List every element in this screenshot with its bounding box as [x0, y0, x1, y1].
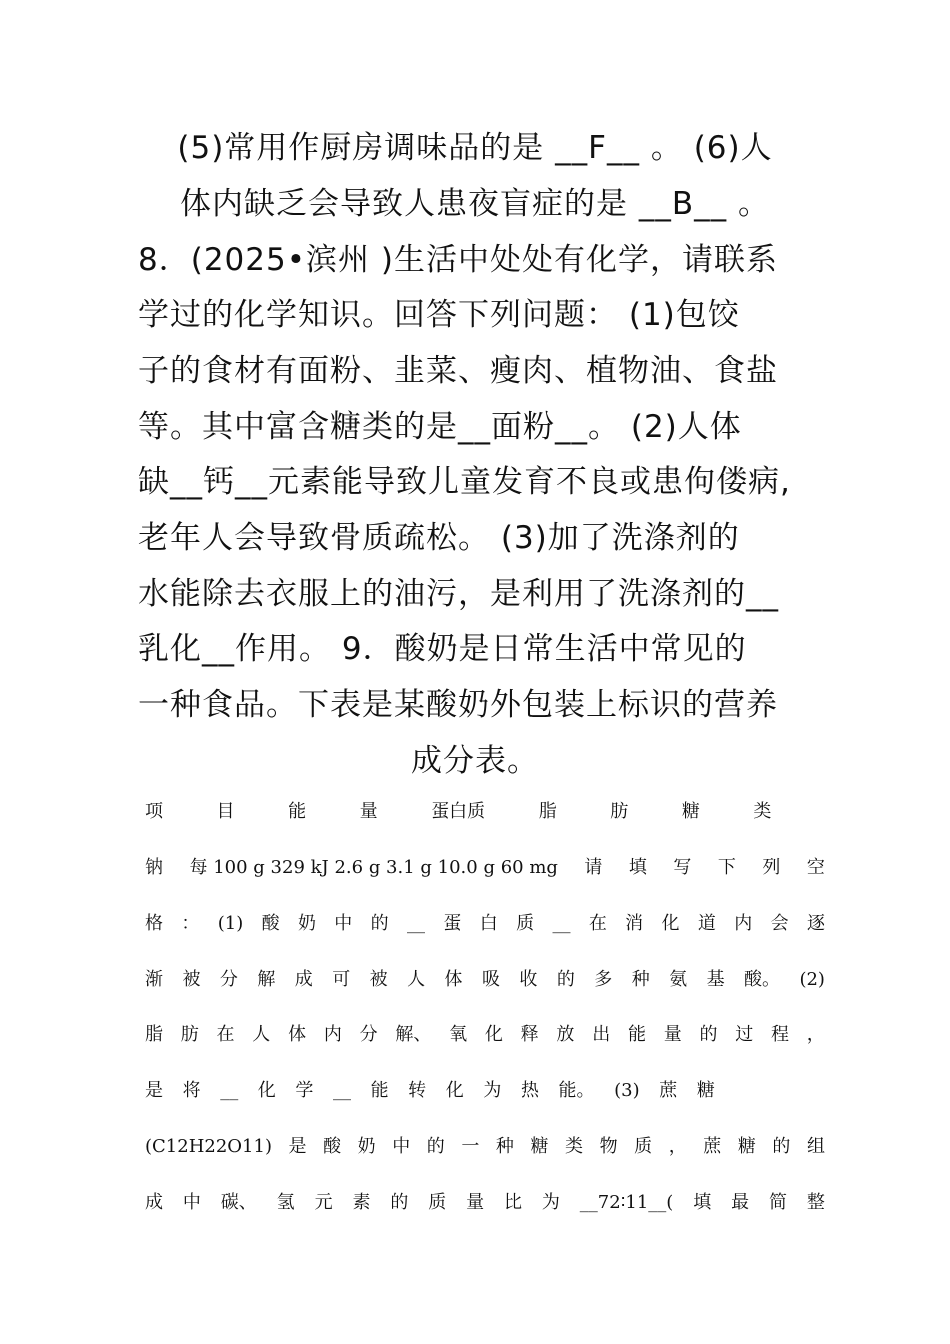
- text-token: 解、: [395, 1024, 432, 1045]
- text-token: 质: [634, 1136, 653, 1157]
- text-token: 奶: [297, 913, 316, 934]
- text-token: 学: [295, 1080, 314, 1101]
- paragraph-line-3: 8．(2025•滨州 )生活中处处有化学，请联系: [138, 242, 778, 278]
- question-line-5: [145, 1134, 825, 1160]
- text-token: 钠: [145, 857, 163, 878]
- paragraph-line-1: (5)常用作厨房调味品的是 __F__ 。 (6)人: [177, 130, 773, 166]
- text-token: 化: [445, 1080, 464, 1101]
- text-token: 过: [735, 1024, 754, 1045]
- text-token: __: [220, 1080, 239, 1101]
- text-token: 的: [426, 1136, 445, 1157]
- paragraph-line-2: 体内缺乏会导致人患夜盲症的是 __B__ 。: [180, 186, 770, 222]
- text-token: 可: [332, 969, 351, 990]
- text-token: 渐: [145, 969, 163, 990]
- text-token: 体: [288, 1024, 307, 1045]
- text-token: 分: [219, 969, 238, 990]
- text-token: ，: [668, 1136, 687, 1157]
- text-token: 肪: [610, 801, 629, 822]
- paragraph-line-5: 子的食材有面粉、韭菜、瘦肉、植物油、食盐: [138, 353, 778, 389]
- text-token: 种: [631, 969, 650, 990]
- text-token: 是: [288, 1136, 307, 1157]
- text-token: 基: [706, 969, 725, 990]
- text-token: 列: [762, 857, 781, 878]
- text-token: 奶: [357, 1136, 376, 1157]
- text-token: 酸: [261, 913, 280, 934]
- text-token: 能: [370, 1080, 389, 1101]
- text-token: 转: [408, 1080, 427, 1101]
- text-token: 蔗: [703, 1136, 722, 1157]
- text-token: 氨: [669, 969, 688, 990]
- text-token: 在: [216, 1024, 235, 1045]
- text-token: 糖: [681, 801, 700, 822]
- text-token: 中: [182, 1192, 201, 1213]
- question-line-3: [145, 1022, 825, 1048]
- text-token: 糖: [530, 1136, 549, 1157]
- text-token: 多: [594, 969, 613, 990]
- text-token: 每 100 g 329 kJ 2.6 g 3.1 g 10.0 g 60 mg: [189, 857, 558, 878]
- text-token: 道: [697, 913, 716, 934]
- text-token: 的: [370, 913, 389, 934]
- paragraph-line-6: 等。其中富含糖类的是__面粉__。 (2)人体: [138, 409, 742, 445]
- text-token: 填: [693, 1192, 712, 1213]
- text-token: 类: [753, 801, 772, 822]
- text-token: 写: [673, 857, 692, 878]
- text-token: 素: [352, 1192, 371, 1213]
- text-token: 类: [565, 1136, 584, 1157]
- paragraph-line-12: 成分表。: [411, 743, 539, 779]
- text-token: 蛋白质: [431, 801, 486, 822]
- text-token: 蔗: [659, 1080, 678, 1101]
- text-token: 消: [625, 913, 644, 934]
- text-token: 为: [541, 1192, 560, 1213]
- text-token: 氧: [449, 1024, 468, 1045]
- text-token: 格: [145, 913, 163, 934]
- text-token: 出: [592, 1024, 611, 1045]
- text-token: 能: [288, 801, 307, 822]
- paragraph-line-9: 水能除去衣服上的油污，是利用了洗涤剂的__: [138, 576, 779, 612]
- text-token: 肪: [180, 1024, 199, 1045]
- text-token: (C12H22O11): [145, 1136, 272, 1157]
- text-token: 下: [717, 857, 736, 878]
- text-token: 项: [145, 801, 163, 822]
- text-token: 会: [770, 913, 789, 934]
- text-token: 放: [556, 1024, 575, 1045]
- text-token: 氢: [276, 1192, 295, 1213]
- text-token: (3): [614, 1080, 640, 1101]
- text-token: 组: [806, 1136, 825, 1157]
- text-token: 最: [731, 1192, 750, 1213]
- text-token: 质: [428, 1192, 447, 1213]
- text-token: 热: [520, 1080, 539, 1101]
- text-token: 质: [516, 913, 535, 934]
- text-token: 填: [628, 857, 647, 878]
- text-token: 解: [257, 969, 276, 990]
- text-token: 体: [444, 969, 463, 990]
- text-token: 请: [584, 857, 603, 878]
- question-line-1: [145, 911, 825, 937]
- paragraph-line-7: 缺__钙__元素能导致儿童发育不良或患佝偻病,: [138, 464, 791, 500]
- text-token: 量: [359, 801, 378, 822]
- text-token: 是: [145, 1080, 163, 1101]
- question-line-2: [145, 967, 825, 993]
- text-token: (2): [799, 969, 825, 990]
- text-token: 酸: [323, 1136, 342, 1157]
- text-token: 将: [182, 1080, 201, 1101]
- text-token: 酸。: [744, 969, 780, 990]
- text-token: ：: [181, 913, 200, 934]
- text-token: 释: [520, 1024, 539, 1045]
- text-token: 的: [390, 1192, 409, 1213]
- paragraph-line-10: 乳化__作用。 9．酸奶是日常生活中常见的: [138, 631, 747, 667]
- text-token: 目: [216, 801, 235, 822]
- text-token: 糖: [696, 1080, 715, 1101]
- text-token: 程: [771, 1024, 790, 1045]
- text-token: 化: [257, 1080, 276, 1101]
- text-token: __: [332, 1080, 351, 1101]
- text-token: 元: [314, 1192, 333, 1213]
- text-token: 中: [334, 913, 353, 934]
- text-token: 逐: [806, 913, 825, 934]
- text-token: 脂: [145, 1024, 163, 1045]
- text-token: 成: [145, 1192, 163, 1213]
- text-token: 化: [661, 913, 680, 934]
- paragraph-line-4: 学过的化学知识。回答下列问题： (1)包饺: [138, 297, 740, 333]
- text-token: 人: [252, 1024, 271, 1045]
- text-token: 内: [734, 913, 753, 934]
- text-token: __: [407, 913, 426, 934]
- text-token: 糖: [737, 1136, 756, 1157]
- text-token: 的: [772, 1136, 791, 1157]
- paragraph-line-8: 老年人会导致骨质疏松。 (3)加了洗涤剂的: [138, 520, 740, 556]
- text-token: 中: [392, 1136, 411, 1157]
- question-line-4: [145, 1078, 715, 1104]
- text-token: 的: [556, 969, 575, 990]
- text-token: __: [552, 913, 571, 934]
- text-token: 脂: [538, 801, 557, 822]
- text-token: 成: [294, 969, 313, 990]
- text-token: 量: [466, 1192, 485, 1213]
- text-token: 分: [359, 1024, 378, 1045]
- text-token: 一: [461, 1136, 480, 1157]
- text-token: ，: [806, 1024, 825, 1045]
- text-token: 白: [479, 913, 498, 934]
- text-token: __72∶11__(: [579, 1192, 674, 1213]
- text-token: 在: [588, 913, 607, 934]
- text-token: 收: [519, 969, 538, 990]
- nutrition-table-values: [145, 855, 825, 881]
- text-token: 能: [627, 1024, 646, 1045]
- text-token: 人: [407, 969, 426, 990]
- text-token: 蛋: [443, 913, 462, 934]
- text-token: 简: [768, 1192, 787, 1213]
- text-token: 能。: [558, 1080, 595, 1101]
- text-token: 比: [504, 1192, 523, 1213]
- paragraph-line-11: 一种食品。下表是某酸奶外包装上标识的营养: [138, 687, 778, 723]
- text-token: 被: [369, 969, 388, 990]
- nutrition-table-header: [145, 799, 825, 825]
- text-token: (1): [217, 913, 244, 934]
- text-token: 被: [182, 969, 201, 990]
- text-token: 物: [599, 1136, 618, 1157]
- text-token: 碳、: [220, 1192, 257, 1213]
- text-token: 吸: [481, 969, 500, 990]
- text-token: 整: [806, 1192, 825, 1213]
- text-token: 为: [483, 1080, 502, 1101]
- question-line-6: [145, 1190, 825, 1216]
- text-token: 的: [699, 1024, 718, 1045]
- text-token: 空: [806, 857, 825, 878]
- text-token: 量: [663, 1024, 682, 1045]
- text-token: 内: [323, 1024, 342, 1045]
- text-token: 化: [484, 1024, 503, 1045]
- text-token: 种: [495, 1136, 514, 1157]
